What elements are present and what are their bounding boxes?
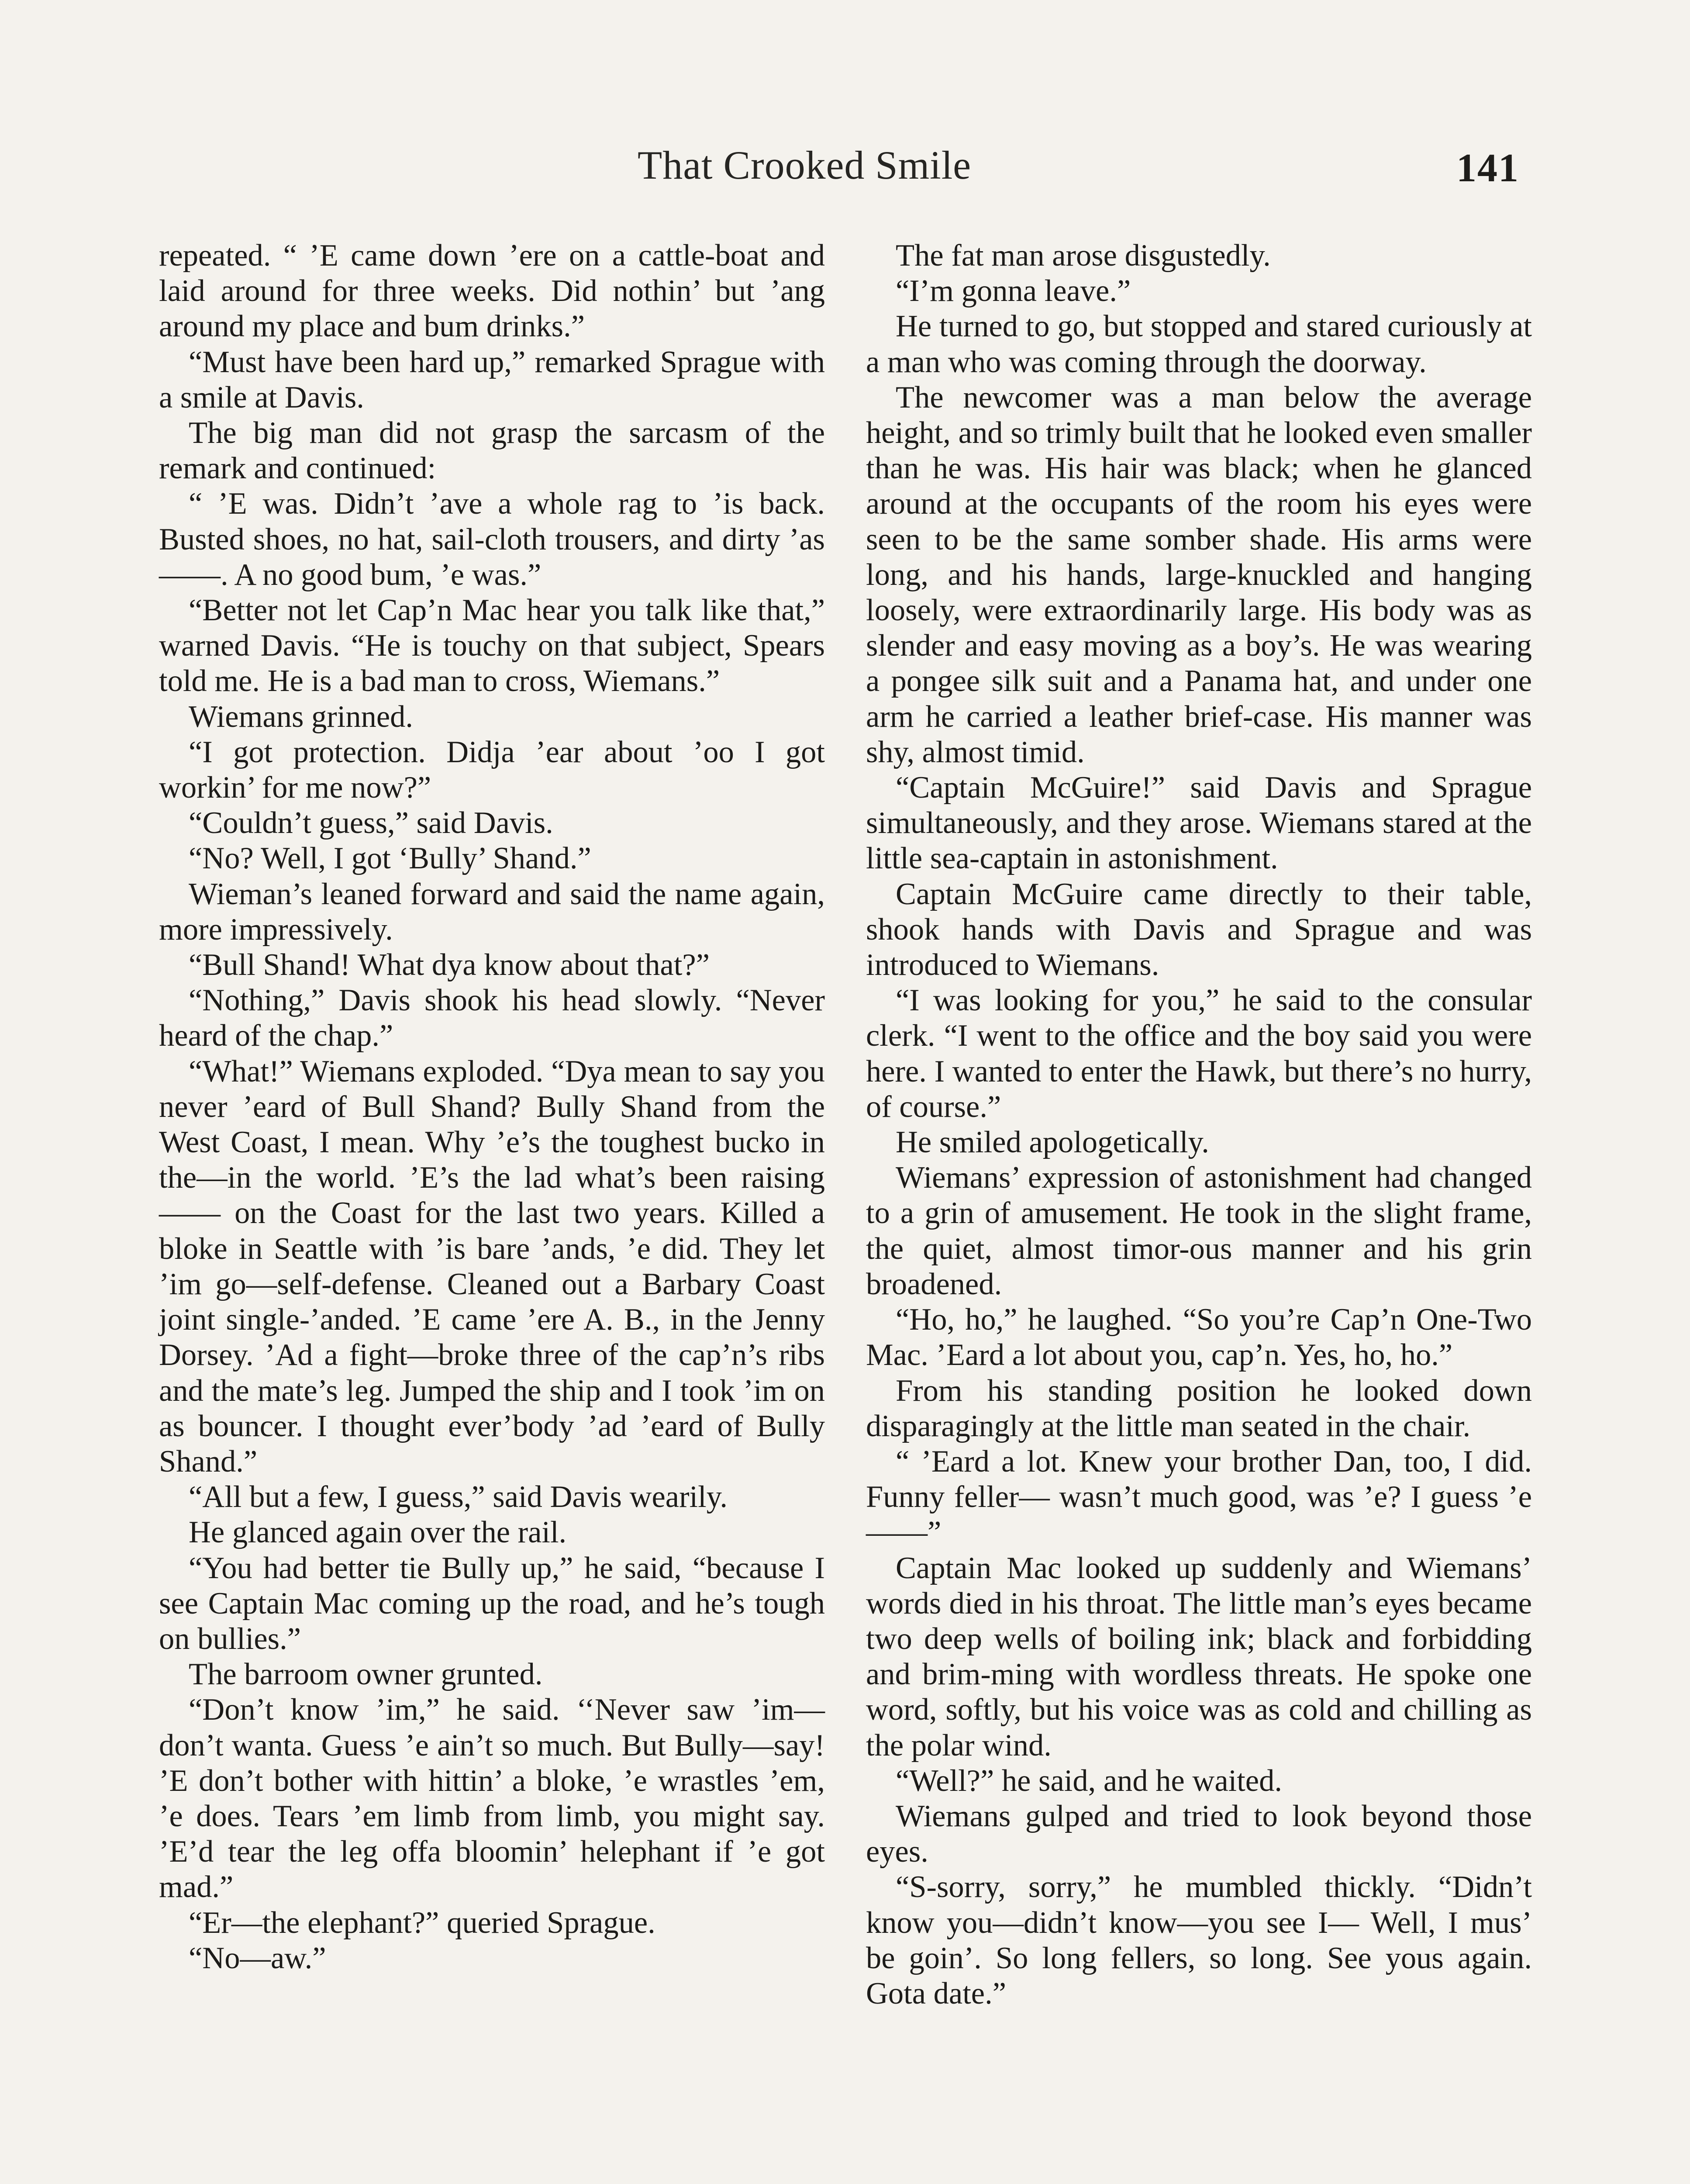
paragraph: The barroom owner grunted.: [189, 1657, 543, 1692]
paragraph: “No? Well, I got ‘Bully’ Shand.”: [189, 841, 591, 876]
page-number: 141: [1456, 145, 1519, 190]
paragraph: “ ’E was. Didn’t ’ave a whole rag to ’is back. Busted shoes, no hat, sail-cloth trousers, and dirty ’as ——. A no good bum, ’e was.”: [159, 487, 825, 592]
paragraph: He turned to go, but stopped and stared curiously at a man who was coming through the doorway.: [866, 309, 1532, 379]
paragraph: “No—aw.”: [189, 1941, 326, 1975]
paragraph: “Ho, ho,” he laughed. “So you’re Cap’n One-Two Mac. ’Eard a lot about you, cap’n. Yes, ho, ho.”: [866, 1303, 1532, 1372]
paragraph: Wieman’s leaned forward and said the name again, more impressively.: [159, 877, 825, 947]
paragraph: Wiemans’ expression of astonishment had changed to a grin of amusement. He took in the slight frame, the quiet, almost timor-ous manner and his grin broadened.: [866, 1161, 1532, 1301]
paragraph: “Don’t know ’im,” he said. ‘‘Never saw ’im—don’t wanta. Guess ’e ain’t so much. But Bully—say! ’E don’t bother with hittin’ a bloke, ’e wrastles ’em, ’e does. Tears ’em limb from limb, you might say. ’E’d tear the leg offa bloomin’ helephant if ’e got mad.”: [159, 1693, 825, 1904]
paragraph: “All but a few, I guess,” said Davis wearily.: [189, 1480, 728, 1514]
paragraph: Wiemans gulped and tried to look beyond those eyes.: [866, 1799, 1532, 1869]
paragraph: “Er—the elephant?” queried Sprague.: [189, 1905, 655, 1940]
left-column: [159, 238, 825, 1976]
paragraph: The big man did not grasp the sarcasm of the remark and continued:: [159, 416, 825, 486]
paragraph: He glanced again over the rail.: [189, 1515, 567, 1550]
paragraph: The newcomer was a man below the average height, and so trimly built that he looked even smaller than he was. His hair was black; when he glanced around at the occupants of the room his eyes were seen to be the same somber shade. His arms were long, and his hands, large-knuckled and hanging loosely, were extraordinarily large. His body was as slender and easy moving as a boy’s. He was wearing a pongee silk suit and a Panama hat, and under one arm he carried a leather brief-case. His manner was shy, almost timid.: [866, 380, 1532, 769]
paragraph: “Couldn’t guess,” said Davis.: [189, 806, 553, 840]
paragraph: “You had better tie Bully up,” he said, “because I see Captain Mac coming up the road, and he’s tough on bullies.”: [159, 1551, 825, 1656]
paragraph: Captain Mac looked up suddenly and Wiemans’ words died in his throat. The little man’s eyes became two deep wells of boiling ink; black and forbidding and brim-ming with wordless threats. He spoke one word, softly, but his voice was as cold and chilling as the polar wind.: [866, 1551, 1532, 1762]
paragraph: “S-sorry, sorry,” he mumbled thickly. “Didn’t know you—didn’t know—you see I— Well, I mus’ be goin’. So long fellers, so long. See yous again. Gota date.”: [866, 1870, 1532, 2011]
right-column: [866, 238, 1532, 2011]
paragraph: “Well?” he said, and he waited.: [896, 1763, 1282, 1798]
paragraph: “I’m gonna leave.”: [896, 274, 1131, 308]
paragraph: From his standing position he looked down disparagingly at the little man seated in the chair.: [866, 1373, 1532, 1443]
paragraph: Captain McGuire came directly to their table, shook hands with Davis and Sprague and was introduced to Wiemans.: [866, 877, 1532, 982]
paragraph: “What!” Wiemans exploded. “Dya mean to say you never ’eard of Bull Shand? Bully Shand from the West Coast, I mean. Why ’e’s the toughest bucko in the—in the world. ’E’s the lad what’s been raising —— on the Coast for the last two years. Killed a bloke in Seattle with ’is bare ’ands, ’e did. They let ’im go—self-defense. Cleaned out a Barbary Coast joint single-’anded. ’E came ’ere A. B., in the Jenny Dorsey. ’Ad a fight—broke three of the cap’n’s ribs and the mate’s leg. Jumped the ship and I took ’im on as bouncer. I thought ever’body ’ad ’eard of Bully Shand.”: [159, 1054, 825, 1479]
paragraph: “Better not let Cap’n Mac hear you talk like that,” warned Davis. “He is touchy on that subject, Spears told me. He is a bad man to cross, Wiemans.”: [159, 593, 825, 698]
paragraph: The fat man arose disgustedly.: [896, 238, 1271, 273]
paragraph: “I got protection. Didja ’ear about ’oo I got workin’ for me now?”: [159, 735, 825, 805]
paragraph: “Nothing,” Davis shook his head slowly. “Never heard of the chap.”: [159, 983, 825, 1053]
paragraph: “ ’Eard a lot. Knew your brother Dan, too, I did. Funny feller— wasn’t much good, was ’e? I guess ’e——”: [866, 1444, 1532, 1550]
running-title: That Crooked Smile: [638, 143, 972, 187]
paragraph: “Captain McGuire!” said Davis and Sprague simultaneously, and they arose. Wiemans stared at the little sea-captain in astonishment.: [866, 771, 1532, 876]
paragraph: “Bull Shand! What dya know about that?”: [189, 948, 710, 982]
paragraph: repeated. “ ’E came down ’ere on a cattle-boat and laid around for three weeks. Did nothin’ but ’ang around my place and bum drinks.”: [159, 238, 825, 344]
paragraph: “I was looking for you,” he said to the consular clerk. “I went to the office and the boy said you were here. I wanted to enter the Hawk, but there’s no hurry, of course.”: [866, 983, 1532, 1124]
paragraph: “Must have been hard up,” remarked Sprague with a smile at Davis.: [159, 345, 825, 415]
paragraph: Wiemans grinned.: [189, 699, 414, 734]
paragraph: He smiled apologetically.: [896, 1125, 1209, 1160]
page-header: [0, 142, 1690, 207]
